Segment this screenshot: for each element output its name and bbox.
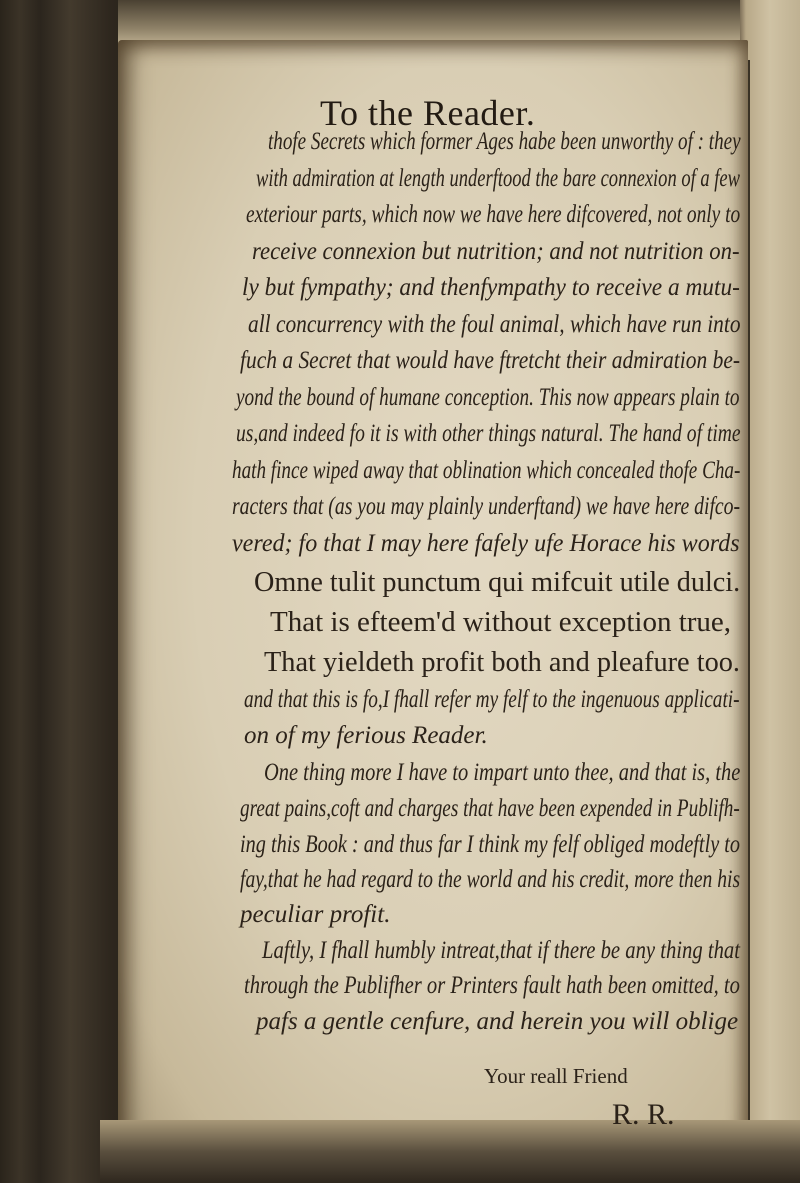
text-line: receive connexion but nutrition; and not nutrition on- <box>252 238 740 265</box>
text-line: with admiration at length underftood the bare connexion of a few <box>256 165 741 192</box>
text-line: through the Publifher or Printers fault hath been omitted, to <box>244 972 740 999</box>
text-line: peculiar profit. <box>240 901 391 928</box>
latin-quote: Omne tulit punctum qui mifcuit utile dulci. <box>254 566 741 598</box>
signature-initials: R. R. <box>612 1098 675 1131</box>
text-line: racters that (as you may plainly underftand) we have here difco- <box>232 493 741 520</box>
text-line: ing this Book : and thus far I think my felf obliged modeftly to <box>240 831 740 858</box>
page-heading: To the Reader. <box>320 93 536 133</box>
text-line: vered; fo that I may here fafely ufe Horace his words <box>232 530 740 557</box>
text-line: fuch a Secret that would have ftretcht their admiration be- <box>240 347 741 374</box>
page-bottom-edge <box>100 1120 800 1183</box>
text-line: all concurrency with the foul animal, which have run into <box>248 311 741 338</box>
text-line: great pains,coft and charges that have been expended in Publifh- <box>240 795 740 822</box>
text-line: ly but fympathy; and thenfympathy to receive a mutu- <box>242 274 740 301</box>
signature-closing: Your reall Friend <box>484 1064 628 1088</box>
text-line: Laftly, I fhall humbly intreat,that if there be any thing that <box>262 937 740 964</box>
facing-page-edge <box>740 0 800 1183</box>
verse-line: That yieldeth profit both and pleafure too. <box>264 646 741 678</box>
text-line: yond the bound of humane conception. This now appears plain to <box>236 384 740 411</box>
text-line: pafs a gentle cenfure, and herein you will oblige <box>256 1008 739 1035</box>
text-line: exteriour parts, which now we have here difcovered, not only to <box>246 201 741 228</box>
text-line: One thing more I have to impart unto thee, and that is, the <box>264 759 741 786</box>
text-line: fay,that he had regard to the world and his credit, more then his <box>240 866 741 893</box>
text-line: hath fince wiped away that oblination which concealed thofe Cha- <box>232 457 741 484</box>
text-line: and that this is fo,I fhall refer my felf to the ingenuous applicati- <box>244 686 740 713</box>
text-line: us,and indeed fo it is with other things natural. The hand of time <box>236 420 741 447</box>
text-line: thofe Secrets which former Ages habe been unworthy of : they <box>268 128 741 155</box>
verse-line: That is efteem'd without exception true, <box>270 606 732 638</box>
text-line: on of my ferious Reader. <box>244 722 488 749</box>
